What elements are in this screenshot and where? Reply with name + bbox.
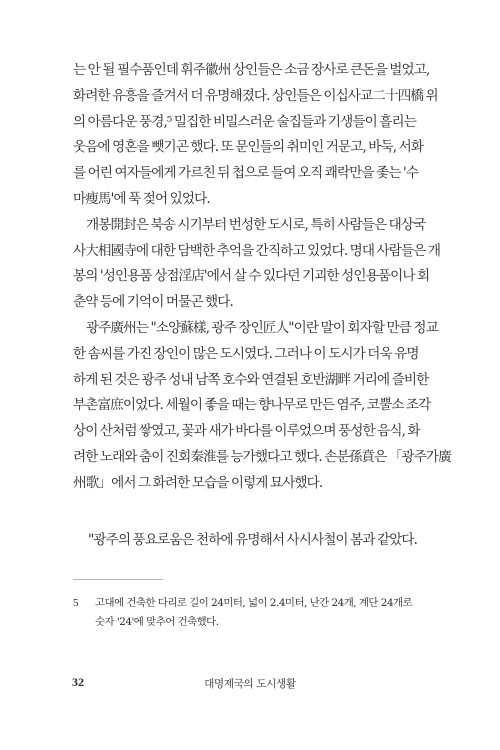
body-line: 웃음에 영혼을 뺏기곤 했다. 또 문인들의 취미인 거문고, 바둑, 서화 xyxy=(73,139,424,156)
footnote-text xyxy=(95,594,412,632)
footnote-divider xyxy=(73,579,163,580)
body-line: 하게 된 것은 광주 성내 남쪽 호수와 연결된 호반湖畔 거리에 즐비한 xyxy=(73,371,429,388)
footnote-line: 고대에 건축한 다리로 길이 24미터, 넓이 2.4미터, 난간 24개, 계단 24개로 xyxy=(95,597,413,609)
body-line: 개봉開封은 북송 시기부터 번성한 도시로, 특히 사람들은 대상국 xyxy=(86,216,426,233)
body-line: 마瘦馬'에 푹 젖어 있었다. xyxy=(73,190,210,207)
body-line: 를 어린 여자들에게 가르친 뒤 첩으로 들여 오직 쾌락만을 좇는 '수 xyxy=(73,165,419,182)
footnote-number: 5 xyxy=(73,597,78,609)
body-line: 봉의 '성인용품 상점淫店'에서 살 수 있다던 기괴한 성인용품이나 회 xyxy=(73,268,430,285)
page-number: 32 xyxy=(72,675,84,689)
footnote xyxy=(73,594,425,632)
body-text xyxy=(73,58,451,497)
body-line: 의 아름다운 풍경,⁵ 밀집한 비밀스러운 술집들과 기생들이 흘리는 xyxy=(73,113,416,130)
body-line: 춘약 등에 기억이 머물곤 했다. xyxy=(73,294,233,311)
body-line: 려한 노래와 춤이 진회秦淮를 능가했다고 했다. 손분孫賁은 「광주가廣 xyxy=(73,448,451,465)
body-line: 광주廣州는 "소양蘇樣, 광주 장인匠人"이란 말이 회자할 만큼 정교 xyxy=(86,319,438,336)
body-line: 화려한 유흥을 즐겨서 더 유명해졌다. 상인들은 이십사교二十四橋 위 xyxy=(73,87,438,104)
body-line: 상이 산처럼 쌓였고, 꽃과 새가 바다를 이루었으며 풍성한 음식, 화 xyxy=(73,423,420,440)
body-line: 사大相國寺에 대한 담백한 추억을 간직하고 있었다. 명대 사람들은 개 xyxy=(73,242,441,259)
block-quote: "광주의 풍요로움은 천하에 유명해서 사시사철이 봄과 같았다. xyxy=(88,532,418,548)
body-line: 는 안 될 필수품인데 휘주徽州 상인들은 소금 장사로 큰돈을 벌었고, xyxy=(73,62,430,78)
body-line: 한 솜씨를 가진 장인이 많은 도시였다. 그러나 이 도시가 더욱 유명 xyxy=(73,345,419,362)
running-title: 대명제국의 도시생활 xyxy=(204,678,296,690)
body-line: 부촌富庶이었다. 세월이 좋을 때는 향나무로 만든 염주, 코뿔소 조각 xyxy=(73,397,431,414)
footnote-line: 숫자 '24'에 맞추어 건축했다. xyxy=(95,616,219,628)
body-line: 州歌」에서 그 화려한 모습을 이렇게 묘사했다. xyxy=(73,474,323,491)
